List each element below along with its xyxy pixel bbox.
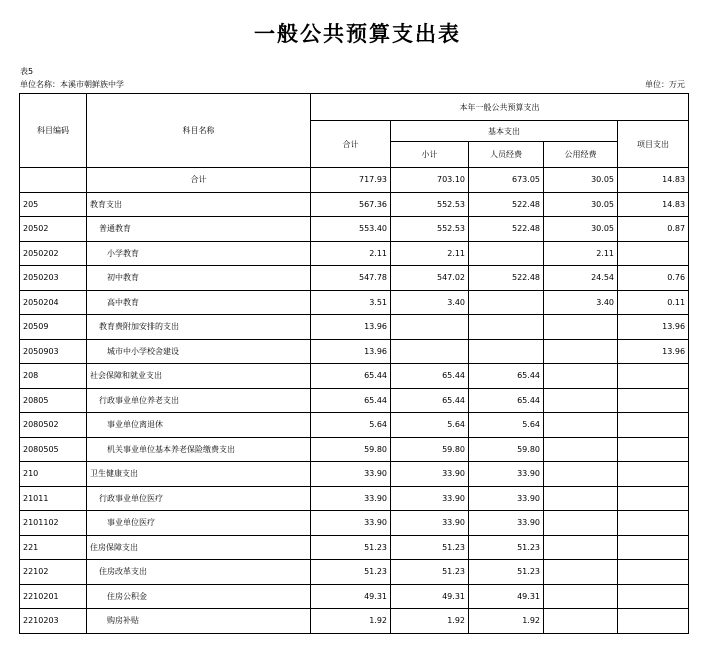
header-subtotal: 小计	[391, 142, 469, 168]
cell-total: 33.90	[311, 511, 391, 536]
cell-name: 城市中小学校舍建设	[87, 339, 311, 364]
cell-name: 住房保障支出	[87, 535, 311, 560]
cell-code: 2210201	[20, 584, 87, 609]
cell-subtotal: 5.64	[391, 413, 469, 438]
cell-public: 3.40	[544, 290, 618, 315]
cell-code: 20805	[20, 388, 87, 413]
cell-name: 行政事业单位医疗	[87, 486, 311, 511]
cell-personnel: 5.64	[469, 413, 544, 438]
cell-name: 机关事业单位基本养老保险缴费支出	[87, 437, 311, 462]
header-basic: 基本支出	[391, 121, 618, 142]
table-row	[20, 217, 689, 242]
cell-project: 0.76	[618, 266, 689, 291]
table-row	[20, 560, 689, 585]
cell-total: 33.90	[311, 486, 391, 511]
cell-subtotal	[391, 315, 469, 340]
header-project: 项目支出	[618, 121, 689, 168]
cell-project	[618, 241, 689, 266]
header-code: 科目编码	[20, 94, 87, 168]
cell-personnel: 673.05	[469, 168, 544, 193]
cell-project	[618, 437, 689, 462]
cell-project: 14.83	[618, 192, 689, 217]
header-name: 科目名称	[87, 94, 311, 168]
cell-public	[544, 413, 618, 438]
table-row	[20, 315, 689, 340]
cell-public: 30.05	[544, 168, 618, 193]
cell-name: 高中教育	[87, 290, 311, 315]
cell-public	[544, 486, 618, 511]
cell-code: 221	[20, 535, 87, 560]
cell-public	[544, 388, 618, 413]
cell-public: 30.05	[544, 192, 618, 217]
cell-total: 13.96	[311, 339, 391, 364]
cell-name: 卫生健康支出	[87, 462, 311, 487]
cell-public	[544, 437, 618, 462]
cell-total: 717.93	[311, 168, 391, 193]
cell-code: 205	[20, 192, 87, 217]
cell-total: 3.51	[311, 290, 391, 315]
cell-project	[618, 609, 689, 634]
cell-subtotal: 33.90	[391, 462, 469, 487]
cell-name: 社会保障和就业支出	[87, 364, 311, 389]
cell-personnel: 522.48	[469, 266, 544, 291]
cell-public	[544, 560, 618, 585]
cell-total: 547.78	[311, 266, 391, 291]
table-row	[20, 462, 689, 487]
header-public: 公用经费	[544, 142, 618, 168]
cell-subtotal: 65.44	[391, 388, 469, 413]
cell-total: 13.96	[311, 315, 391, 340]
cell-total: 65.44	[311, 364, 391, 389]
cell-subtotal: 65.44	[391, 364, 469, 389]
cell-project: 0.11	[618, 290, 689, 315]
cell-project	[618, 388, 689, 413]
cell-subtotal: 51.23	[391, 535, 469, 560]
cell-total: 49.31	[311, 584, 391, 609]
cell-personnel	[469, 339, 544, 364]
cell-total: 65.44	[311, 388, 391, 413]
cell-total: 1.92	[311, 609, 391, 634]
cell-public	[544, 339, 618, 364]
cell-public	[544, 584, 618, 609]
cell-personnel: 65.44	[469, 364, 544, 389]
table-row	[20, 486, 689, 511]
cell-public	[544, 609, 618, 634]
cell-code: 2050204	[20, 290, 87, 315]
cell-name: 教育支出	[87, 192, 311, 217]
cell-project	[618, 535, 689, 560]
cell-code: 2050203	[20, 266, 87, 291]
table-row	[20, 535, 689, 560]
cell-public: 2.11	[544, 241, 618, 266]
cell-subtotal	[391, 339, 469, 364]
cell-code: 20502	[20, 217, 87, 242]
cell-name: 合计	[87, 168, 311, 193]
cell-subtotal: 547.02	[391, 266, 469, 291]
cell-project: 14.83	[618, 168, 689, 193]
table-row	[20, 437, 689, 462]
cell-name: 小学教育	[87, 241, 311, 266]
cell-name: 初中教育	[87, 266, 311, 291]
cell-code	[20, 168, 87, 193]
table-row	[20, 388, 689, 413]
table-row	[20, 192, 689, 217]
cell-subtotal: 552.53	[391, 192, 469, 217]
cell-personnel	[469, 241, 544, 266]
cell-personnel: 51.23	[469, 535, 544, 560]
cell-public	[544, 462, 618, 487]
table-row	[20, 168, 689, 193]
cell-project: 0.87	[618, 217, 689, 242]
table-row	[20, 241, 689, 266]
cell-public	[544, 315, 618, 340]
cell-subtotal: 33.90	[391, 486, 469, 511]
cell-code: 22102	[20, 560, 87, 585]
header-row-1	[20, 94, 689, 121]
cell-public	[544, 364, 618, 389]
cell-subtotal: 33.90	[391, 511, 469, 536]
header-group: 本年一般公共预算支出	[311, 94, 689, 121]
cell-project	[618, 584, 689, 609]
cell-personnel: 51.23	[469, 560, 544, 585]
cell-total: 59.80	[311, 437, 391, 462]
cell-code: 2210203	[20, 609, 87, 634]
cell-personnel: 49.31	[469, 584, 544, 609]
cell-name: 普通教育	[87, 217, 311, 242]
cell-code: 2080502	[20, 413, 87, 438]
cell-personnel: 522.48	[469, 217, 544, 242]
header-total: 合计	[311, 121, 391, 168]
cell-project	[618, 560, 689, 585]
cell-public	[544, 511, 618, 536]
cell-code: 2080505	[20, 437, 87, 462]
cell-subtotal: 3.40	[391, 290, 469, 315]
cell-code: 210	[20, 462, 87, 487]
cell-code: 2101102	[20, 511, 87, 536]
cell-subtotal: 59.80	[391, 437, 469, 462]
cell-public	[544, 535, 618, 560]
unit-label: 单位：万元	[645, 80, 685, 89]
cell-name: 购房补贴	[87, 609, 311, 634]
cell-total: 2.11	[311, 241, 391, 266]
cell-subtotal: 552.53	[391, 217, 469, 242]
table-row	[20, 609, 689, 634]
cell-total: 567.36	[311, 192, 391, 217]
budget-expenditure-table	[19, 93, 689, 634]
header-personnel: 人员经费	[469, 142, 544, 168]
table-row	[20, 364, 689, 389]
page-title: 一般公共预算支出表	[254, 21, 461, 46]
cell-total: 51.23	[311, 560, 391, 585]
cell-total: 33.90	[311, 462, 391, 487]
cell-personnel: 33.90	[469, 511, 544, 536]
cell-code: 20509	[20, 315, 87, 340]
table-row	[20, 413, 689, 438]
cell-project: 13.96	[618, 339, 689, 364]
cell-personnel: 522.48	[469, 192, 544, 217]
cell-personnel: 33.90	[469, 486, 544, 511]
cell-personnel: 33.90	[469, 462, 544, 487]
cell-name: 行政事业单位养老支出	[87, 388, 311, 413]
cell-project	[618, 462, 689, 487]
cell-personnel: 59.80	[469, 437, 544, 462]
cell-name: 事业单位离退休	[87, 413, 311, 438]
cell-name: 住房改革支出	[87, 560, 311, 585]
cell-total: 51.23	[311, 535, 391, 560]
cell-project	[618, 486, 689, 511]
cell-public: 24.54	[544, 266, 618, 291]
cell-total: 5.64	[311, 413, 391, 438]
cell-personnel: 65.44	[469, 388, 544, 413]
cell-name: 住房公积金	[87, 584, 311, 609]
cell-personnel	[469, 290, 544, 315]
cell-project	[618, 413, 689, 438]
cell-subtotal: 51.23	[391, 560, 469, 585]
table-row	[20, 339, 689, 364]
cell-code: 21011	[20, 486, 87, 511]
cell-personnel: 1.92	[469, 609, 544, 634]
cell-name: 事业单位医疗	[87, 511, 311, 536]
cell-code: 208	[20, 364, 87, 389]
cell-code: 2050202	[20, 241, 87, 266]
unit-name: 单位名称：本溪市朝鲜族中学	[20, 80, 124, 89]
cell-subtotal: 1.92	[391, 609, 469, 634]
table-row	[20, 584, 689, 609]
table-row	[20, 290, 689, 315]
cell-personnel	[469, 315, 544, 340]
cell-project	[618, 364, 689, 389]
cell-subtotal: 49.31	[391, 584, 469, 609]
cell-public: 30.05	[544, 217, 618, 242]
cell-subtotal: 2.11	[391, 241, 469, 266]
table-row	[20, 266, 689, 291]
cell-project: 13.96	[618, 315, 689, 340]
cell-code: 2050903	[20, 339, 87, 364]
table-row	[20, 511, 689, 536]
cell-subtotal: 703.10	[391, 168, 469, 193]
cell-total: 553.40	[311, 217, 391, 242]
cell-project	[618, 511, 689, 536]
cell-name: 教育费附加安排的支出	[87, 315, 311, 340]
table-number: 表5	[20, 67, 34, 76]
